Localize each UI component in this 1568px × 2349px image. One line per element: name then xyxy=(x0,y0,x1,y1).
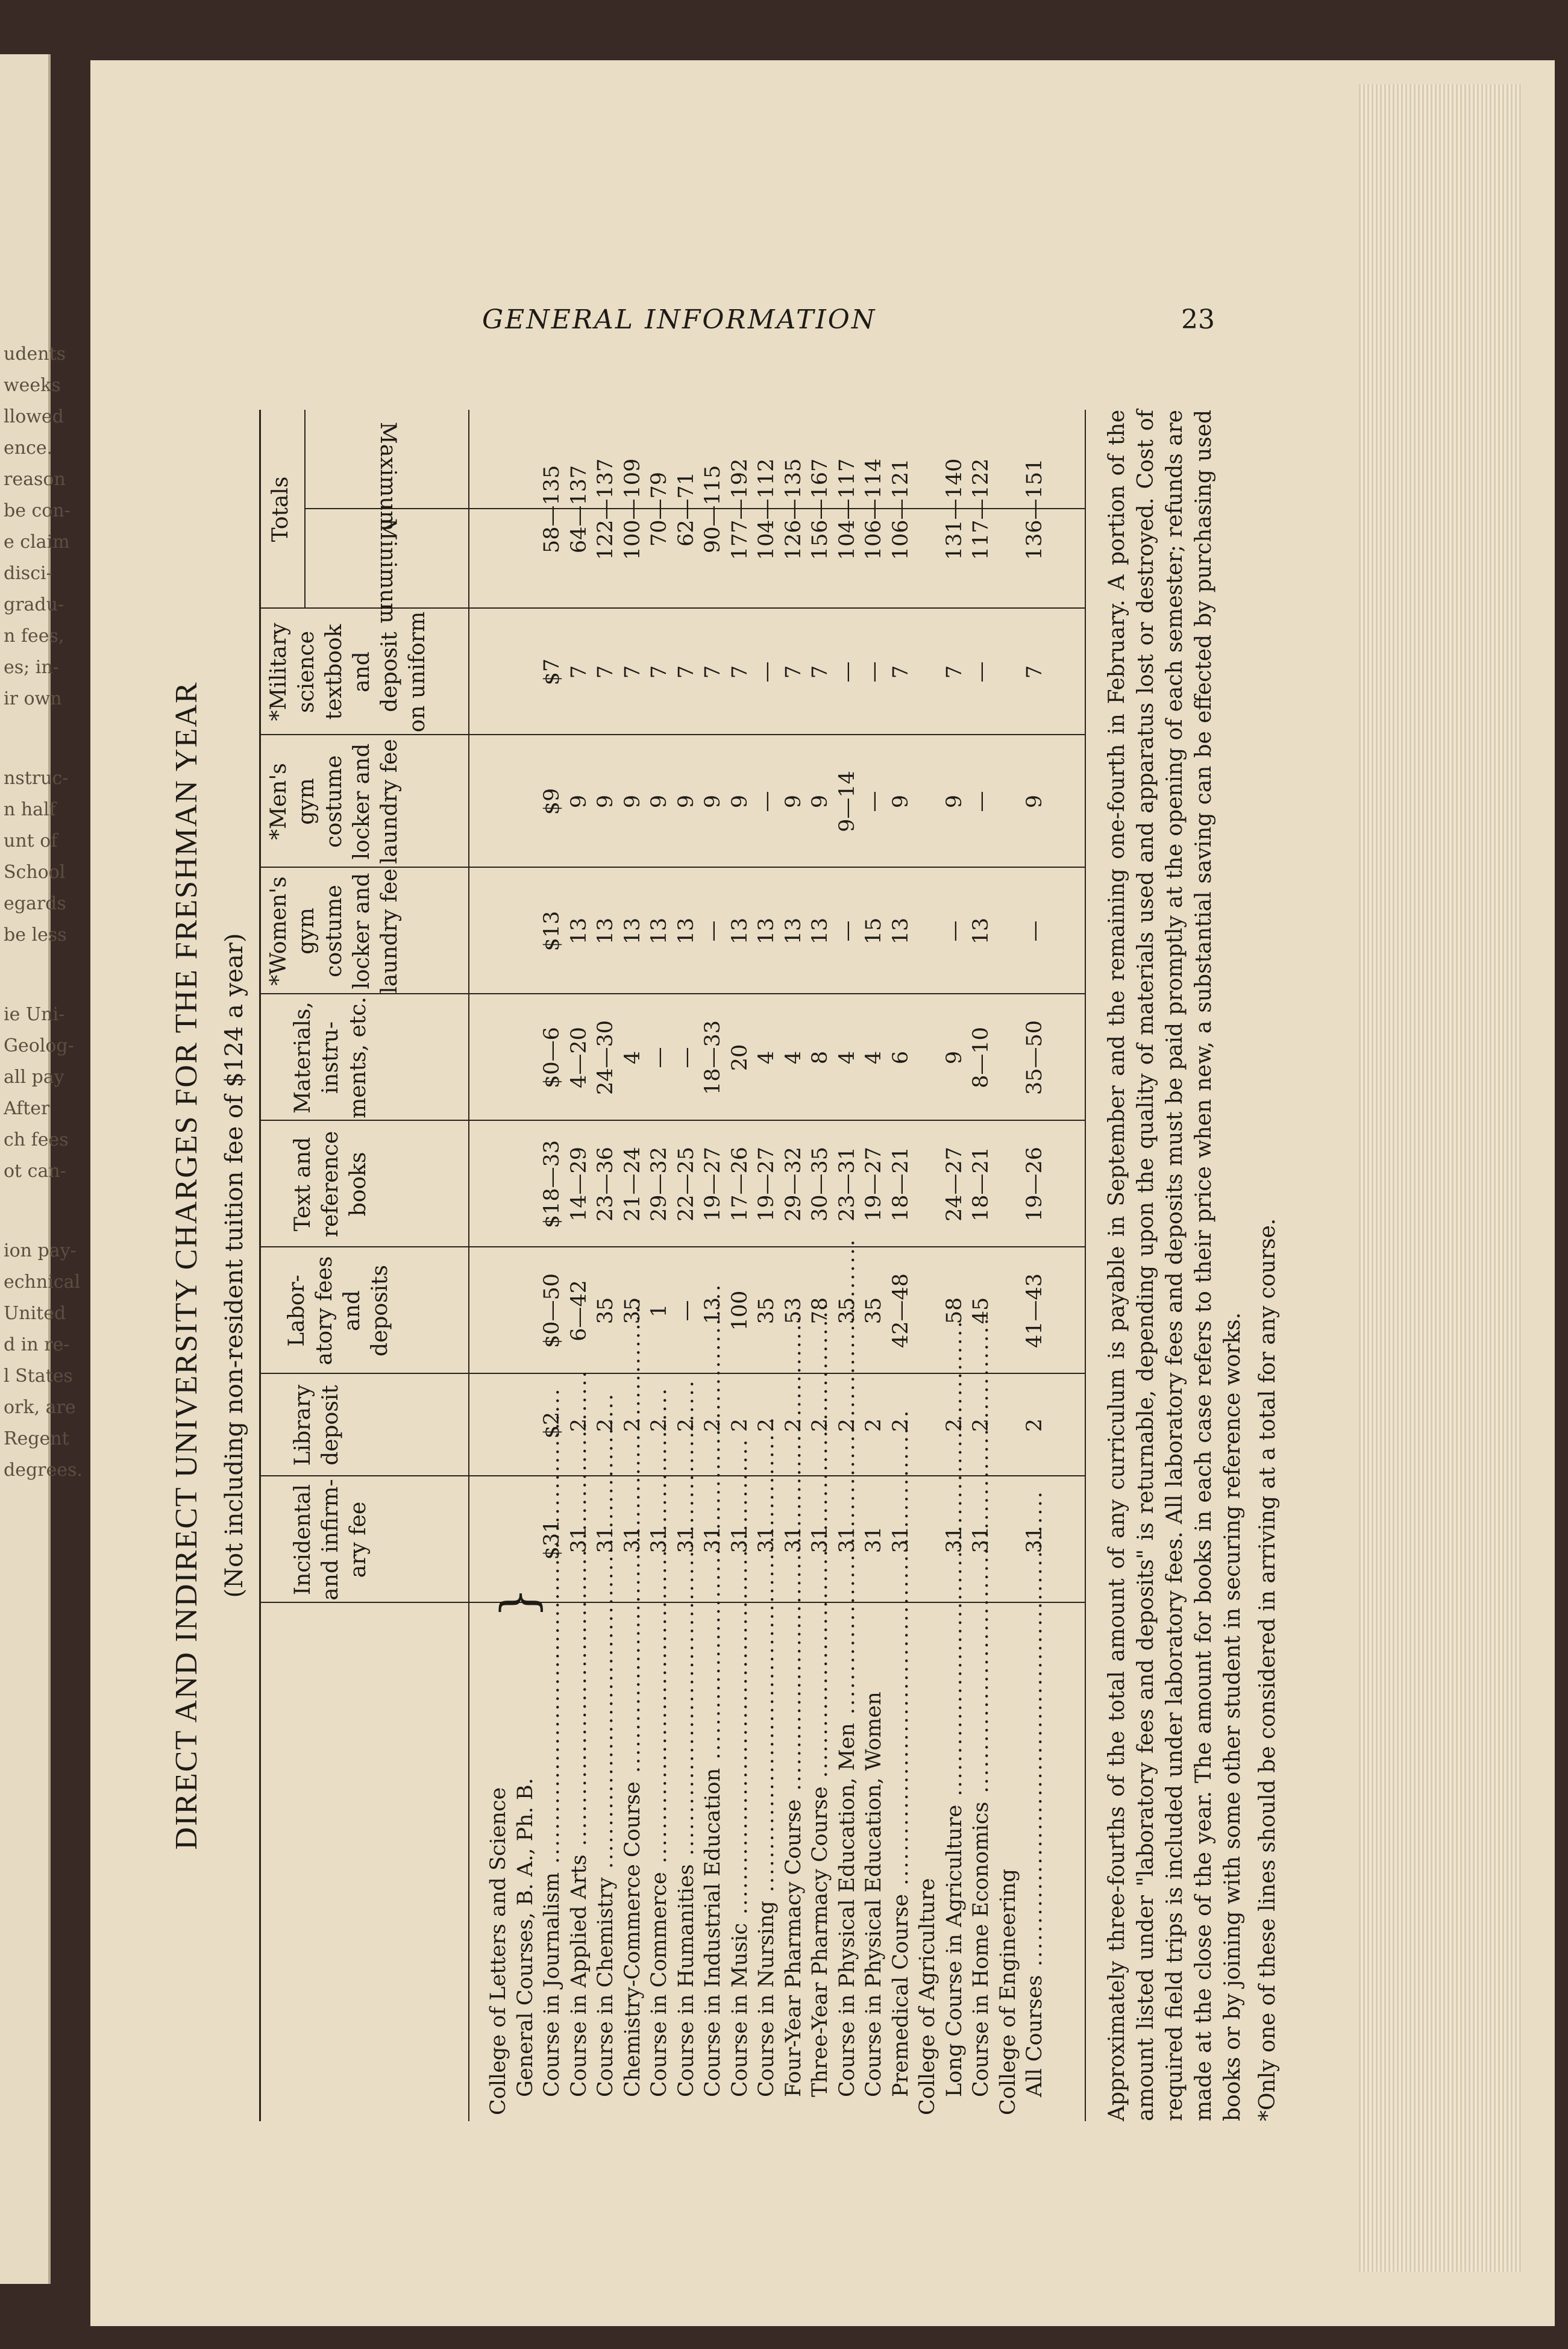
cell-laboratory: 45 xyxy=(969,1297,993,1325)
facing-page-fragment: d in re- xyxy=(4,1334,70,1355)
cell-text: 19—27 xyxy=(701,1146,725,1222)
table-row xyxy=(861,410,887,2121)
facing-page-fragment: disci- xyxy=(4,563,52,584)
cell-totals: 104—112 xyxy=(754,458,779,560)
cell-military: 7 xyxy=(808,665,832,679)
row-label: Course in Humanities ..... xyxy=(673,1609,700,2097)
cell-text: 19—27 xyxy=(862,1146,886,1222)
rotated-page-content xyxy=(169,410,1326,2121)
cell-women: 13 xyxy=(674,917,698,945)
table-row xyxy=(914,410,941,2121)
cell-laboratory: 58 xyxy=(942,1297,967,1325)
cell-women: — xyxy=(835,920,859,942)
cell-women: 13 xyxy=(969,917,993,945)
cell-text: 24—27 xyxy=(942,1146,967,1222)
cell-totals: 106—114 xyxy=(862,458,886,560)
row-label: General Courses, B. A., Ph. B. xyxy=(513,1778,538,2097)
cell-laboratory: — xyxy=(674,1300,698,1322)
table-row xyxy=(941,410,968,2121)
facing-page-fragment: ir own xyxy=(4,688,62,709)
cell-library: 2 xyxy=(620,1418,645,1432)
header-womens-gym: *Women's gym costume locker and laundry fee xyxy=(266,868,402,994)
header-maximum: Maximum xyxy=(375,422,400,532)
cell-library: 2 xyxy=(888,1418,913,1432)
cell-men: 9 xyxy=(942,794,967,809)
facing-page-fragment: be con- xyxy=(4,500,71,521)
brace: } xyxy=(491,1587,547,1618)
cell-materials: 18—33 xyxy=(701,1020,725,1096)
cell-incidental: 31 xyxy=(808,1526,832,1554)
row-label: College of Agriculture xyxy=(915,1878,939,2115)
cell-military: 7 xyxy=(620,665,645,679)
cell-text: 22—25 xyxy=(674,1146,698,1222)
table-row xyxy=(592,410,619,2121)
cell-materials: 20 xyxy=(727,1044,752,1071)
table-title: DIRECT AND INDIRECT UNIVERSITY CHARGES FOR THE FRESHMAN YEAR xyxy=(169,681,204,1850)
cell-women: 13 xyxy=(808,917,832,945)
table-row xyxy=(727,410,753,2121)
table-row xyxy=(673,410,700,2121)
cell-library: 2 xyxy=(1023,1418,1047,1432)
cell-materials: 4 xyxy=(835,1050,859,1065)
cell-women: 13 xyxy=(647,917,671,945)
cell-library: 2 xyxy=(808,1418,832,1432)
row-label: Long Course in Agriculture ..... xyxy=(941,1609,968,2097)
cell-totals: 136—151 xyxy=(1023,458,1047,560)
facing-page-fragment: n fees, xyxy=(4,626,64,647)
cell-men: 9 xyxy=(647,794,671,809)
table-row xyxy=(888,410,914,2121)
cell-women: 13 xyxy=(594,917,618,945)
cell-laboratory: 35 xyxy=(754,1297,779,1325)
cell-women: 15 xyxy=(862,917,886,945)
table-top-rule xyxy=(259,410,261,2121)
cell-materials: 9 xyxy=(942,1050,967,1065)
cell-library: 2 xyxy=(727,1418,752,1432)
cell-men: — xyxy=(754,791,779,812)
cell-text: 14—29 xyxy=(566,1146,591,1222)
facing-page-fragment: After xyxy=(4,1098,50,1119)
table-row xyxy=(995,410,1021,2121)
table-bottom-rule xyxy=(1085,410,1086,2121)
facing-page-fragment: l States xyxy=(4,1366,73,1387)
header-military: *Military science textbook and deposit on uniform xyxy=(266,611,430,733)
cell-laboratory: $0—50 xyxy=(540,1273,564,1349)
cell-library: 2 xyxy=(701,1418,725,1432)
cell-text: 23—36 xyxy=(594,1146,618,1222)
cell-text: 29—32 xyxy=(647,1146,671,1222)
table-row xyxy=(968,410,994,2121)
cell-laboratory: 78 xyxy=(808,1297,832,1325)
cell-materials: $0—6 xyxy=(540,1027,564,1088)
cell-laboratory: 41—43 xyxy=(1023,1273,1047,1349)
cell-materials: — xyxy=(647,1047,671,1068)
cell-women: 13 xyxy=(781,917,806,945)
row-label: Course in Music ..... xyxy=(727,1609,753,2097)
cell-laboratory: 42—48 xyxy=(888,1273,913,1349)
facing-page-fragment: be less xyxy=(4,924,67,946)
facing-page-fragment: ie Uni- xyxy=(4,1004,65,1025)
facing-page-fragment: echnical xyxy=(4,1272,81,1293)
cell-incidental: 31 xyxy=(674,1526,698,1554)
cell-totals: 126—135 xyxy=(781,458,806,560)
cell-men: 9 xyxy=(781,794,806,809)
cell-library: 2 xyxy=(566,1418,591,1432)
cell-men: 9 xyxy=(674,794,698,809)
page-edges xyxy=(1359,84,1522,2272)
cell-totals: 104—117 xyxy=(835,458,859,560)
cell-library: 2 xyxy=(862,1418,886,1432)
cell-totals: 122—137 xyxy=(594,458,618,560)
cell-text: 17—26 xyxy=(727,1146,752,1222)
table-row xyxy=(780,410,807,2121)
facing-page-fragment: ot can- xyxy=(4,1161,66,1182)
cell-incidental: 31 xyxy=(620,1526,645,1554)
cell-totals: 100—109 xyxy=(620,458,645,560)
table-row xyxy=(807,410,833,2121)
cell-laboratory: 35 xyxy=(835,1297,859,1325)
cell-materials: 4 xyxy=(781,1050,806,1065)
cell-laboratory: 35 xyxy=(594,1297,618,1325)
header-incidental: Incidental and infirm- ary fee xyxy=(290,1479,371,1601)
cell-incidental: 31 xyxy=(835,1526,859,1554)
facing-page-fragment: School xyxy=(4,862,66,883)
row-label: College of Engineering xyxy=(996,1869,1020,2115)
row-label: Three-Year Pharmacy Course ..... xyxy=(807,1609,833,2097)
table-row xyxy=(485,410,512,2121)
cell-totals: 117—122 xyxy=(969,458,993,560)
cell-incidental: 31 xyxy=(701,1526,725,1554)
cell-text: 21—24 xyxy=(620,1146,645,1222)
cell-materials: 24—30 xyxy=(594,1020,618,1096)
cell-totals: 90—115 xyxy=(701,465,725,554)
cell-women: 13 xyxy=(620,917,645,945)
cell-library: 2 xyxy=(942,1418,967,1432)
cell-text: $18—33 xyxy=(540,1140,564,1229)
cell-military: 7 xyxy=(594,665,618,679)
cell-military: 7 xyxy=(674,665,698,679)
header-text: Text and reference books xyxy=(290,1131,371,1238)
cell-text: 29—32 xyxy=(781,1146,806,1222)
cell-library: 2 xyxy=(647,1418,671,1432)
cell-incidental: 31 xyxy=(862,1526,886,1554)
facing-page-fragment: unt of xyxy=(4,830,58,851)
cell-materials: 4 xyxy=(862,1050,886,1065)
facing-page-fragment: nstruc- xyxy=(4,768,69,789)
cell-text: 18—21 xyxy=(888,1146,913,1222)
cell-men: 9 xyxy=(594,794,618,809)
cell-laboratory: 35 xyxy=(620,1297,645,1325)
facing-page-fragment: degrees. xyxy=(4,1460,83,1481)
cell-materials: 4 xyxy=(754,1050,779,1065)
cell-laboratory: 53 xyxy=(781,1297,806,1325)
facing-page-fragment: reason xyxy=(4,469,66,490)
row-label: All Courses ..... xyxy=(1021,1609,1048,2097)
footnote-asterisk: *Only one of these lines should be considered in arriving at a total for any course. xyxy=(1255,1218,1280,2121)
cell-military: — xyxy=(835,661,859,683)
row-label: Course in Nursing ..... xyxy=(753,1609,780,2097)
cell-women: $13 xyxy=(540,911,564,952)
table-row xyxy=(539,410,565,2121)
header-totals: Totals xyxy=(268,476,293,542)
facing-page-fragment: udents xyxy=(4,343,66,365)
cell-laboratory: 6—42 xyxy=(566,1280,591,1341)
cell-men: 9 xyxy=(566,794,591,809)
table-row xyxy=(700,410,726,2121)
row-label: Four-Year Pharmacy Course ..... xyxy=(780,1609,807,2097)
cell-materials: 4 xyxy=(620,1050,645,1065)
cell-laboratory: 100 xyxy=(727,1290,752,1331)
cell-incidental: 31 xyxy=(754,1526,779,1554)
cell-library: 2 xyxy=(835,1418,859,1432)
cell-incidental: 31 xyxy=(781,1526,806,1554)
facing-page-fragment: Regent xyxy=(4,1428,69,1449)
cell-totals: 58—135 xyxy=(540,465,564,554)
header-materials: Materials, instru- ments, etc. xyxy=(290,997,371,1118)
cell-women: 13 xyxy=(727,917,752,945)
cell-military: 7 xyxy=(701,665,725,679)
cell-totals: 70—79 xyxy=(647,471,671,547)
cell-laboratory: 1 xyxy=(647,1303,671,1318)
row-label: Course in Applied Arts ..... xyxy=(566,1609,592,2097)
row-label: Course in Chemistry ..... xyxy=(592,1609,619,2097)
cell-library: 2 xyxy=(969,1418,993,1432)
cell-men: 9—14 xyxy=(835,771,859,832)
cell-incidental: 31 xyxy=(1023,1526,1047,1554)
cell-text: 18—21 xyxy=(969,1146,993,1222)
cell-materials: 8—10 xyxy=(969,1027,993,1088)
facing-page-fragment: weeks xyxy=(4,375,61,396)
table-row xyxy=(619,410,646,2121)
cell-women: 13 xyxy=(566,917,591,945)
cell-military: 7 xyxy=(647,665,671,679)
cell-totals: 177—192 xyxy=(727,458,752,560)
cell-incidental: 31 xyxy=(647,1526,671,1554)
cell-incidental: 31 xyxy=(888,1526,913,1554)
cell-military: 7 xyxy=(781,665,806,679)
cell-men: 9 xyxy=(727,794,752,809)
cell-military: 7 xyxy=(942,665,967,679)
table-row xyxy=(512,410,539,2121)
cell-text: 30—35 xyxy=(808,1146,832,1222)
row-label: Premedical Course ..... xyxy=(888,1609,914,2097)
table-row xyxy=(1021,410,1048,2121)
cell-men: 9 xyxy=(808,794,832,809)
facing-page-edge xyxy=(0,54,83,2284)
facing-page-fragment: ch fees xyxy=(4,1129,69,1150)
cell-text: 23—31 xyxy=(835,1146,859,1222)
cell-totals: 106—121 xyxy=(888,458,913,560)
cell-incidental: 31 xyxy=(594,1526,618,1554)
facing-page-fragment: ence. xyxy=(4,437,53,459)
row-label: Course in Industrial Education ..... xyxy=(700,1609,726,2097)
cell-library: $2 xyxy=(540,1411,564,1439)
header-bottom-rule xyxy=(468,410,469,2121)
row-label: Course in Physical Education, Women xyxy=(862,1692,886,2097)
cell-incidental: 31 xyxy=(566,1526,591,1554)
header-minimum: Minimum xyxy=(375,518,400,624)
row-label: Course in Journalism ..... xyxy=(539,1609,565,2097)
facing-page-fragment: es; in- xyxy=(4,657,59,678)
page-number: 23 xyxy=(1181,304,1215,335)
cell-military: — xyxy=(969,661,993,683)
cell-library: 2 xyxy=(754,1418,779,1432)
cell-men: — xyxy=(862,791,886,812)
table-row xyxy=(753,410,780,2121)
cell-materials: 6 xyxy=(888,1050,913,1065)
table-row xyxy=(566,410,592,2121)
cell-incidental: 31 xyxy=(969,1526,993,1554)
cell-laboratory: 13 xyxy=(701,1297,725,1325)
cell-women: 13 xyxy=(888,917,913,945)
facing-page-fragment: egards xyxy=(4,893,66,914)
cell-materials: 4—20 xyxy=(566,1027,591,1088)
row-label: Chemistry-Commerce Course ..... xyxy=(619,1609,646,2097)
row-label: Course in Commerce ..... xyxy=(646,1609,673,2097)
cell-library: 2 xyxy=(674,1418,698,1432)
facing-page-fragment: United xyxy=(4,1303,66,1324)
cell-military: $7 xyxy=(540,658,564,686)
cell-totals: 131—140 xyxy=(942,458,967,560)
cell-military: 7 xyxy=(727,665,752,679)
facing-page-fragment: gradu- xyxy=(4,594,64,615)
table-row xyxy=(646,410,673,2121)
cell-incidental: $31 xyxy=(540,1519,564,1560)
cell-incidental: 31 xyxy=(727,1526,752,1554)
facing-page-fragment: ion pay- xyxy=(4,1240,77,1261)
header-library: Library deposit xyxy=(290,1384,343,1466)
row-label: Course in Physical Education, Men ..... xyxy=(834,1609,861,2097)
cell-military: 7 xyxy=(1023,665,1047,679)
totals-subrule xyxy=(304,410,306,609)
cell-military: — xyxy=(754,661,779,683)
facing-page-fragment: llowed xyxy=(4,406,64,427)
cell-text: 19—27 xyxy=(754,1146,779,1222)
running-head xyxy=(482,304,1235,335)
cell-text: 19—26 xyxy=(1023,1146,1047,1222)
cell-laboratory: 35 xyxy=(862,1297,886,1325)
footnote-main: Approximately three-fourths of the total amount of any curriculum is payable in September and the remaining one-fourth in February. A portion of the amount listed under "laboratory fees and deposits" is returnable, depending upon the quality of materials used and apparatus lost or destroyed. Cost of required field trips is included under laboratory fees. All laboratory fees and deposits must be paid promptly at the opening of each semester; refunds are made at the close of the year. The amount for books in each case refers to their price when new, a substantial saving can be effected by purchasing used books or by joining with some other student in securing reference works. xyxy=(1105,410,1245,2121)
cell-totals: 156—167 xyxy=(808,458,832,560)
cell-materials: 35—50 xyxy=(1023,1020,1047,1096)
cell-military: 7 xyxy=(888,665,913,679)
cell-military: — xyxy=(862,661,886,683)
table-row xyxy=(834,410,861,2121)
facing-page-fragment: n half xyxy=(4,799,56,820)
header-mens-gym: *Men's gym costume locker and laundry fee xyxy=(266,739,402,864)
cell-women: — xyxy=(942,920,967,942)
facing-page-fragment: Geolog- xyxy=(4,1035,74,1056)
cell-totals: 64—137 xyxy=(566,465,591,554)
cell-men: $9 xyxy=(540,788,564,815)
cell-military: 7 xyxy=(566,665,591,679)
facing-page-fragment: ork, are xyxy=(4,1397,76,1418)
row-label: Course in Home Economics ..... xyxy=(968,1609,994,2097)
cell-library: 2 xyxy=(781,1418,806,1432)
facing-page-fragment: all pay xyxy=(4,1067,64,1088)
cell-men: 9 xyxy=(1023,794,1047,809)
table-subtitle: (Not including non-resident tuition fee of $124 a year) xyxy=(221,933,248,1598)
cell-incidental: 31 xyxy=(942,1526,967,1554)
cell-men: 9 xyxy=(620,794,645,809)
cell-totals: 62—71 xyxy=(674,471,698,547)
cell-women: 13 xyxy=(754,917,779,945)
cell-library: 2 xyxy=(594,1418,618,1432)
cell-materials: 8 xyxy=(808,1050,832,1065)
cell-men: 9 xyxy=(701,794,725,809)
running-head-title: GENERAL INFORMATION xyxy=(482,304,877,335)
cell-materials: — xyxy=(674,1047,698,1068)
cell-women: — xyxy=(1023,920,1047,942)
cell-women: — xyxy=(701,920,725,942)
cell-men: — xyxy=(969,791,993,812)
cell-men: 9 xyxy=(888,794,913,809)
header-laboratory: Labor- atory fees and deposits xyxy=(284,1256,392,1366)
facing-page-fragment: e claim xyxy=(4,532,70,553)
row-label: College of Letters and Science xyxy=(486,1787,510,2115)
